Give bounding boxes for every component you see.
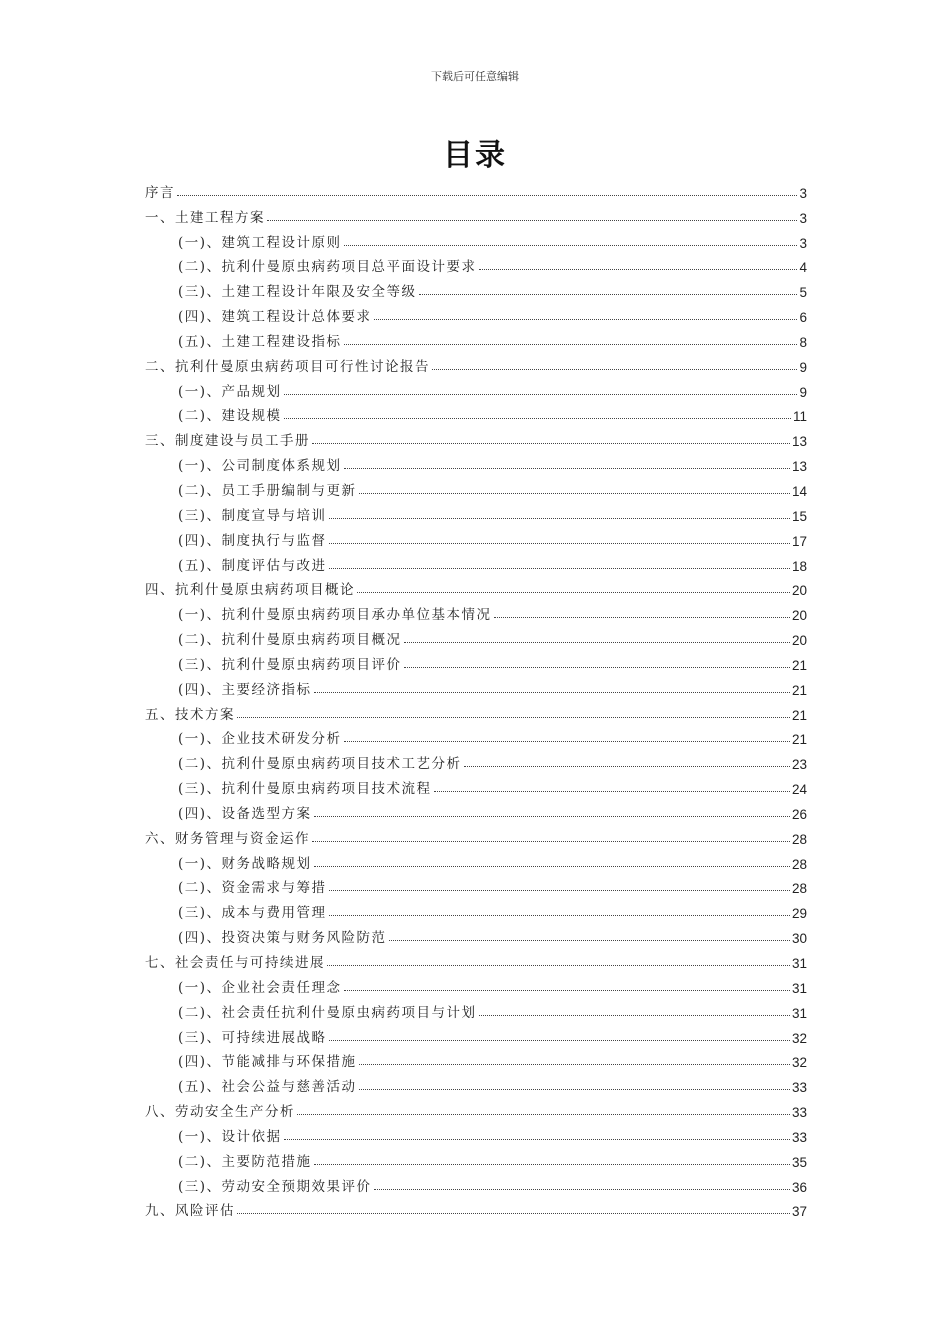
dot-leader	[479, 1015, 790, 1016]
toc-entry[interactable]	[145, 574, 807, 599]
toc-entry-label: (二)、社会责任抗利什曼原虫病药项目与计划	[178, 1004, 477, 1021]
toc-entry-label: 二、抗利什曼原虫病药项目可行性讨论报告	[145, 358, 430, 375]
toc-entry-page-number: 4	[799, 260, 807, 276]
toc-entry[interactable]	[145, 946, 807, 971]
dot-leader	[284, 418, 791, 419]
toc-entry-page-number: 21	[791, 732, 807, 748]
toc-entry-page-number: 21	[791, 682, 807, 698]
toc-entry[interactable]	[145, 375, 807, 400]
toc-entry[interactable]	[145, 1095, 807, 1120]
toc-entry[interactable]	[145, 524, 807, 549]
toc-entry-label: (二)、主要防范措施	[178, 1153, 312, 1170]
toc-entry-page-number: 17	[791, 533, 807, 549]
toc-entry-label: (四)、设备选型方案	[178, 805, 312, 822]
toc-entry-label: (三)、制度宣导与培训	[178, 507, 327, 524]
dot-leader	[329, 890, 790, 891]
toc-entry[interactable]	[145, 623, 807, 648]
toc-entry[interactable]	[145, 226, 807, 251]
toc-entry[interactable]	[145, 1070, 807, 1095]
toc-entry[interactable]	[145, 772, 807, 797]
toc-entry[interactable]	[145, 996, 807, 1021]
toc-entry[interactable]	[145, 1021, 807, 1046]
toc-entry-label: (四)、投资决策与财务风险防范	[178, 930, 387, 947]
toc-entry[interactable]	[145, 201, 807, 226]
toc-entry-page-number: 13	[791, 459, 807, 475]
toc-entry[interactable]	[145, 822, 807, 847]
dot-leader	[404, 667, 790, 668]
toc-entry[interactable]	[145, 549, 807, 574]
toc-entry[interactable]	[145, 1170, 807, 1195]
toc-entry-page-number: 21	[791, 707, 807, 723]
toc-entry[interactable]	[145, 474, 807, 499]
dot-leader	[404, 642, 790, 643]
toc-entry[interactable]	[145, 673, 807, 698]
dot-leader	[419, 294, 798, 295]
toc-entry-page-number: 31	[791, 956, 807, 971]
toc-entry-page-number: 29	[791, 906, 807, 922]
toc-entry-page-number: 20	[791, 633, 807, 649]
toc-entry[interactable]	[145, 449, 807, 474]
toc-entry[interactable]	[145, 325, 807, 350]
dot-leader	[237, 717, 790, 718]
dot-leader	[312, 841, 790, 842]
toc-entry-page-number: 28	[791, 881, 807, 897]
toc-entry-label: (三)、土建工程设计年限及安全等级	[178, 284, 417, 301]
toc-entry-label: (五)、制度评估与改进	[178, 557, 327, 574]
toc-entry[interactable]	[145, 847, 807, 872]
toc-entry-label: 五、技术方案	[145, 706, 235, 723]
toc-entry-label: (二)、建设规模	[178, 408, 282, 425]
toc-entry-label: (三)、可持续进展战略	[178, 1029, 327, 1046]
dot-leader	[314, 1164, 790, 1165]
dot-leader	[344, 741, 790, 742]
dot-leader	[434, 791, 790, 792]
toc-entry-label: 六、财务管理与资金运作	[145, 830, 310, 847]
toc-entry-label: 三、制度建设与员工手册	[145, 433, 310, 450]
dot-leader	[359, 493, 790, 494]
toc-entry-label: (二)、员工手册编制与更新	[178, 482, 357, 499]
dot-leader	[329, 543, 790, 544]
toc-entry[interactable]	[145, 896, 807, 921]
toc-entry[interactable]	[145, 300, 807, 325]
toc-entry-page-number: 18	[791, 558, 807, 574]
toc-entry[interactable]	[145, 1145, 807, 1170]
toc-entry-label: (一)、产品规划	[178, 383, 282, 400]
toc-entry[interactable]	[145, 797, 807, 822]
dot-leader	[389, 940, 790, 941]
toc-entry-label: (三)、抗利什曼原虫病药项目技术流程	[178, 781, 432, 798]
toc-entry-page-number: 32	[791, 1055, 807, 1071]
toc-entry[interactable]	[145, 747, 807, 772]
page-header: 下载后可任意编辑	[431, 70, 519, 83]
toc-entry-page-number: 28	[791, 856, 807, 872]
toc-entry-label: (一)、公司制度体系规划	[178, 458, 342, 475]
toc-entry[interactable]	[145, 251, 807, 276]
dot-leader	[237, 1213, 790, 1214]
toc-entry-page-number: 32	[791, 1030, 807, 1046]
toc-entry-label: (一)、设计依据	[178, 1128, 282, 1145]
toc-entry-label: 九、风险评估	[145, 1203, 235, 1220]
toc-entry-page-number: 33	[791, 1129, 807, 1145]
toc-entry-page-number: 31	[791, 1005, 807, 1021]
toc-entry-label: (一)、建筑工程设计原则	[178, 234, 342, 251]
dot-leader	[479, 269, 798, 270]
toc-entry[interactable]	[145, 176, 807, 201]
dot-leader	[359, 1089, 790, 1090]
toc-entry-label: (四)、主要经济指标	[178, 681, 312, 698]
toc-entry-page-number: 24	[791, 782, 807, 798]
toc-entry-page-number: 9	[799, 359, 807, 375]
toc-entry-page-number: 28	[791, 831, 807, 847]
toc-entry[interactable]	[145, 499, 807, 524]
toc-entry[interactable]	[145, 648, 807, 673]
toc-entry-label: 一、土建工程方案	[145, 209, 265, 226]
toc-entry-page-number: 26	[791, 806, 807, 822]
dot-leader	[329, 518, 790, 519]
dot-leader	[432, 369, 797, 370]
dot-leader	[329, 568, 790, 569]
dot-leader	[464, 766, 790, 767]
toc-entry[interactable]	[145, 921, 807, 946]
toc-entry-page-number: 33	[791, 1105, 807, 1121]
toc-entry-label: (二)、抗利什曼原虫病药项目总平面设计要求	[178, 259, 477, 276]
toc-entry[interactable]	[145, 400, 807, 425]
toc-entry-page-number: 20	[791, 608, 807, 624]
dot-leader	[344, 468, 790, 469]
dot-leader	[494, 617, 790, 618]
dot-leader	[177, 195, 797, 196]
toc-entry-page-number: 21	[791, 657, 807, 673]
toc-entry-page-number: 3	[799, 235, 807, 251]
toc-entry[interactable]	[145, 1046, 807, 1071]
dot-leader	[374, 319, 798, 320]
toc-entry-label: 八、劳动安全生产分析	[145, 1104, 295, 1121]
toc-entry[interactable]	[145, 598, 807, 623]
dot-leader	[312, 443, 790, 444]
toc-entry-page-number: 9	[799, 384, 807, 400]
dot-leader	[359, 1064, 790, 1065]
dot-leader	[329, 1040, 790, 1041]
dot-leader	[314, 692, 790, 693]
toc-entry-page-number: 14	[791, 483, 807, 499]
toc-entry-page-number: 30	[791, 931, 807, 947]
toc-entry-label: 序言	[145, 184, 175, 201]
dot-leader	[284, 394, 798, 395]
toc-entry[interactable]	[145, 1120, 807, 1145]
toc-entry-label: (三)、抗利什曼原虫病药项目评价	[178, 656, 402, 673]
toc-entry[interactable]	[145, 698, 807, 723]
toc-entry-label: (五)、社会公益与慈善活动	[178, 1079, 357, 1096]
dot-leader	[314, 866, 790, 867]
toc-entry-page-number: 31	[791, 980, 807, 996]
dot-leader	[267, 220, 797, 221]
toc-entry[interactable]	[145, 723, 807, 748]
toc-entry-label: (一)、财务战略规划	[178, 855, 312, 872]
toc-entry-page-number: 3	[799, 185, 807, 201]
table-of-contents	[145, 176, 807, 1219]
dot-leader	[344, 344, 798, 345]
dot-leader	[284, 1139, 790, 1140]
dot-leader	[329, 915, 790, 916]
toc-entry-page-number: 33	[791, 1080, 807, 1096]
toc-entry-label: (三)、成本与费用管理	[178, 905, 327, 922]
toc-entry-page-number: 11	[792, 409, 807, 425]
dot-leader	[344, 245, 798, 246]
dot-leader	[314, 816, 790, 817]
toc-entry-page-number: 20	[791, 583, 807, 599]
toc-entry-label: (四)、节能减排与环保措施	[178, 1054, 357, 1071]
toc-entry-label: (二)、抗利什曼原虫病药项目概况	[178, 632, 402, 649]
toc-title: 目录	[443, 138, 507, 173]
toc-entry[interactable]	[145, 1195, 807, 1220]
dot-leader	[327, 965, 790, 966]
toc-entry-page-number: 15	[791, 508, 807, 524]
toc-entry-page-number: 37	[791, 1204, 807, 1220]
dot-leader	[297, 1114, 790, 1115]
toc-entry-page-number: 35	[791, 1154, 807, 1170]
toc-entry-page-number: 13	[791, 434, 807, 450]
toc-entry-label: (一)、企业技术研发分析	[178, 731, 342, 748]
toc-entry-label: (四)、制度执行与监督	[178, 532, 327, 549]
toc-entry-page-number: 5	[799, 285, 807, 301]
dot-leader	[344, 990, 790, 991]
toc-entry-label: (一)、抗利什曼原虫病药项目承办单位基本情况	[178, 607, 492, 624]
toc-entry-page-number: 23	[791, 757, 807, 773]
toc-entry-label: (一)、企业社会责任理念	[178, 979, 342, 996]
toc-entry-page-number: 36	[791, 1179, 807, 1195]
toc-entry-label: 七、社会责任与可持续进展	[145, 955, 325, 971]
toc-entry-label: (二)、资金需求与筹措	[178, 880, 327, 897]
toc-entry-label: 四、抗利什曼原虫病药项目概论	[145, 582, 355, 599]
toc-entry-label: (二)、抗利什曼原虫病药项目技术工艺分析	[178, 756, 462, 773]
dot-leader	[374, 1189, 790, 1190]
toc-entry-label: (四)、建筑工程设计总体要求	[178, 309, 372, 326]
toc-entry[interactable]	[145, 350, 807, 375]
toc-entry[interactable]	[145, 971, 807, 996]
toc-entry[interactable]	[145, 275, 807, 300]
toc-entry-page-number: 6	[799, 310, 807, 326]
toc-entry[interactable]	[145, 872, 807, 897]
toc-entry-page-number: 3	[799, 210, 807, 226]
toc-entry-label: (三)、劳动安全预期效果评价	[178, 1178, 372, 1195]
toc-entry[interactable]	[145, 424, 807, 449]
dot-leader	[357, 592, 790, 593]
toc-entry-page-number: 8	[799, 334, 807, 350]
toc-entry-label: (五)、土建工程建设指标	[178, 333, 342, 350]
